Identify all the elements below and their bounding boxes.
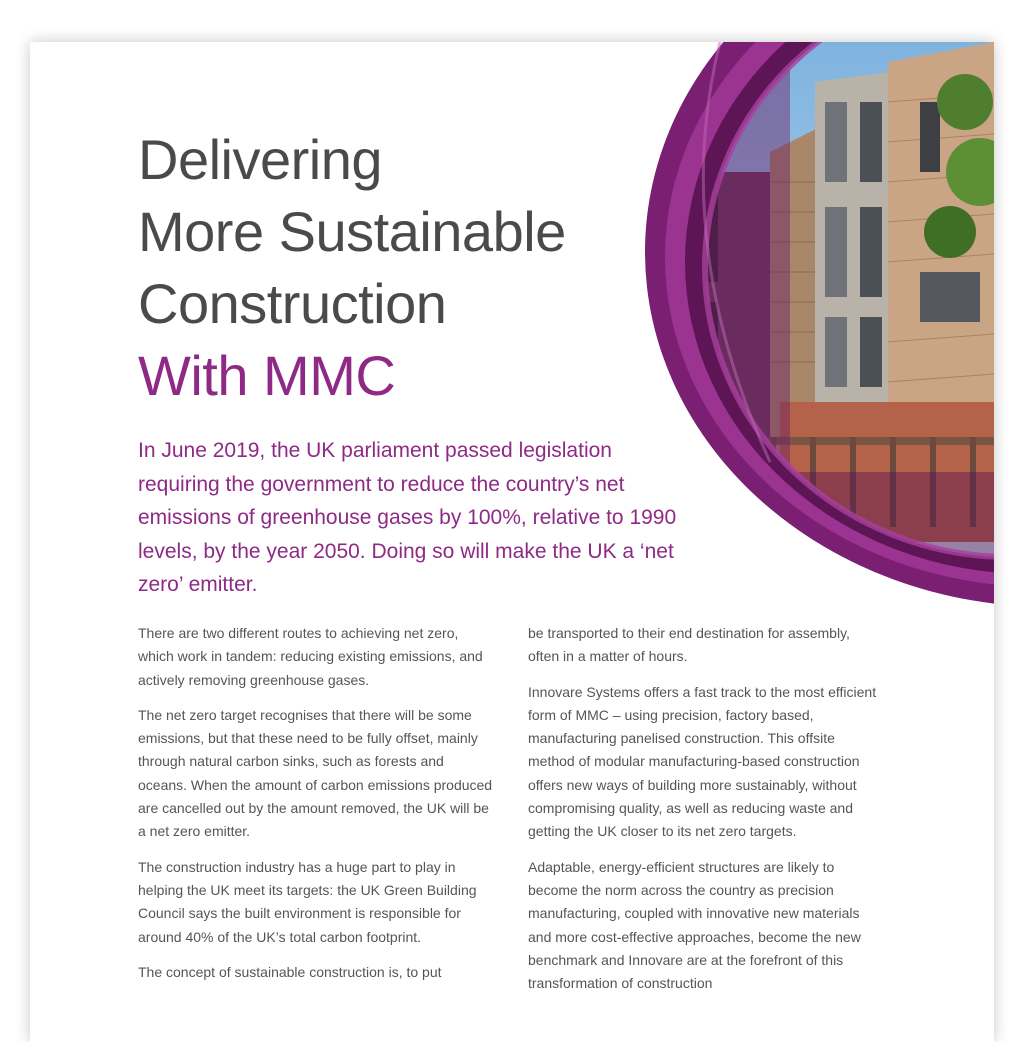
document-page	[30, 42, 994, 1042]
body-paragraph: The concept of sustainable construction is, to put	[138, 963, 442, 980]
left-column	[138, 622, 493, 996]
body-paragraph: be transported to their end destination for assembly, often in a matter of hours.	[528, 625, 850, 665]
right-column	[528, 622, 883, 1007]
lead-paragraph: In June 2019, the UK parliament passed legislation requiring the government to reduce the country’s net emissions of greenhouse gases by 100%, relative to 1990 levels, by the year 2050. Doing so will make the UK a ‘net zero’ emitter.	[138, 439, 677, 596]
body-paragraph: The net zero target recognises that there will be some emissions, but that these need to be fully offset, mainly through natural carbon sinks, such as forests and oceans. When the amount of carbon emissions produced are cancelled out by the amount removed, the UK will be a net zero emitter.	[138, 706, 493, 840]
body-paragraph: The construction industry has a huge part to play in helping the UK meet its targets: the UK Green Building Council says the built environment is responsible for around 40% of the UK’s total carbon footprint.	[138, 858, 477, 945]
page-title	[138, 124, 566, 412]
body-paragraph: Adaptable, energy-efficient structures are likely to become the norm across the country as precision manufacturing, coupled with innovative new materials and more cost-effective approaches, become the new benchmark and Innovare are at the forefront of this transformation of construction	[528, 858, 861, 992]
body-paragraph: Innovare Systems offers a fast track to the most efficient form of MMC – using precision, factory based, manufacturing panelised construction. This offsite method of modular manufacturing-based construction offers new ways of building more sustainably, without compromising quality, as well as reducing waste and getting the UK closer to its net zero targets.	[528, 683, 877, 840]
body-paragraph: There are two different routes to achieving net zero, which work in tandem: reducing existing emissions, and actively removing greenhouse gases.	[138, 625, 483, 688]
title-line-2: More Sustainable	[138, 200, 566, 263]
title-line-4: With MMC	[138, 344, 396, 407]
hero-building-photo	[630, 42, 994, 612]
title-line-1: Delivering	[138, 128, 382, 191]
title-line-3: Construction	[138, 272, 447, 335]
